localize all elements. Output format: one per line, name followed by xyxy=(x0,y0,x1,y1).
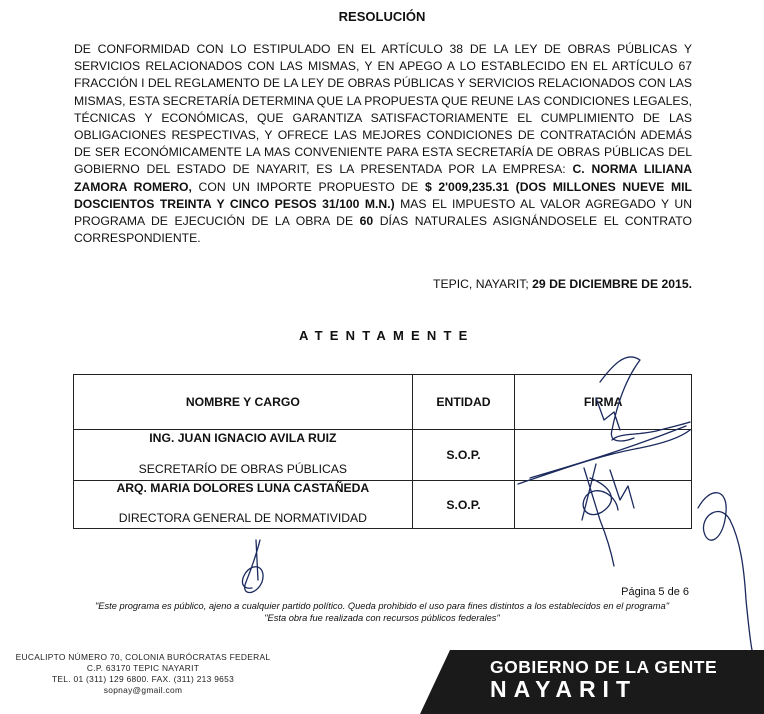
table-row xyxy=(74,481,692,529)
execution-days: 60 xyxy=(359,214,374,229)
initial-mark xyxy=(242,540,263,593)
address-line: EUCALIPTO NÚMERO 70, COLONIA BURÓCRATAS FEDERAL xyxy=(15,652,271,662)
proposal-amount: $ 2'009,235.31 (DOS MILLONES NUEVE MIL DOSCIENTOS TREINTA Y CINCO PESOS 31/100 M.N.) xyxy=(74,179,692,211)
company-name: C. NORMA LILIANA ZAMORA ROMERO, xyxy=(74,162,692,194)
signature-table xyxy=(73,374,692,529)
address-line: TEL. 01 (311) 129 6800. FAX. (311) 213 9653 xyxy=(51,674,235,684)
date-place: TEPIC, NAYARIT; xyxy=(433,277,533,291)
body-part4: DÍAS NATURALES ASIGNÁNDOSELE EL CONTRATO CORRESPONDIENTE. xyxy=(74,214,693,246)
page-number: Página 5 de 6 xyxy=(621,586,689,598)
signer-name: ARQ. MARIA DOLORES LUNA CASTAÑEDA xyxy=(116,480,370,495)
signer-entity: S.O.P. xyxy=(412,430,515,481)
address-line: C.P. 63170 TEPIC NAYARIT xyxy=(86,663,200,673)
disclaimer-line-1: "Este programa es público, ajeno a cualquier partido político. Queda prohibido el uso para fines distintos a los establecidos en el programa" xyxy=(94,601,670,611)
resolution-body xyxy=(74,41,692,247)
signer-position: DIRECTORA GENERAL DE NORMATIVIDAD xyxy=(118,510,367,525)
signature-cell xyxy=(515,430,692,481)
signer-cell xyxy=(74,430,413,481)
signer-name: ING. JUAN IGNACIO AVILA RUIZ xyxy=(149,430,337,445)
brand-line-1: GOBIERNO DE LA GENTE xyxy=(490,657,718,677)
signature-3 xyxy=(698,493,752,650)
disclaimer xyxy=(0,600,764,624)
date-value: 29 DE DICIEMBRE DE 2015. xyxy=(532,277,692,291)
brand-line-2: NAYARIT xyxy=(490,676,637,702)
header-entity: ENTIDAD xyxy=(412,375,515,430)
signer-position: SECRETARÍO DE OBRAS PÚBLICAS xyxy=(138,461,348,476)
header-signature: FIRMA xyxy=(515,375,692,430)
document-date xyxy=(433,277,692,291)
body-part2: CON UN IMPORTE PROPUESTO DE xyxy=(191,179,425,194)
disclaimer-line-2: "Esta obra fue realizada con recursos públicos federales" xyxy=(264,613,500,623)
header-name-position: NOMBRE Y CARGO xyxy=(74,375,413,430)
body-part1: DE CONFORMIDAD CON LO ESTIPULADO EN EL ARTÍCULO 38 DE LA LEY DE OBRAS PÚBLICAS Y SERVICIOS RELACIONADOS CON LAS MISMAS, Y EN APEGO A LO ESTABLECIDO EN EL ARTÍCULO 67 FRACCIÓN I DEL REGLAMENTO DE LA LEY DE OBRAS PÚBLICAS Y SERVICIOS RELACIONADOS CON LAS MISMAS, ESTA SECRETARÍA DETERMINA QUE LA PROPUESTA QUE REUNE LAS CONDICIONES LEGALES, TÉCNICAS Y ECONÓMICAS, QUE GARANTIZA SATISFACTORIAMENTE EL CUMPLIMIENTO DE LAS OBLIGACIONES RESPECTIVAS, Y OFRECE LAS MEJORES CONDICIONES DE CONTRATACIÓN ADEMÁS DE SER ECONÓMICAMENTE LA MAS CONVENIENTE PARA ESTA SECRETARÍA DE OBRAS PÚBLICAS DEL GOBIERNO DEL ESTADO DE NAYARIT, ES LA PRESENTADA POR LA EMPRESA: xyxy=(74,42,692,177)
footer-address xyxy=(0,652,286,696)
closing-text: ATENTAMENTE xyxy=(299,328,475,343)
address-line: sopnay@gmail.com xyxy=(103,685,183,695)
signer-cell xyxy=(74,481,413,529)
signature-cell xyxy=(515,481,692,529)
signer-entity: S.O.P. xyxy=(412,481,515,529)
signature-table-header xyxy=(74,375,692,430)
document-title: RESOLUCIÓN xyxy=(338,9,426,24)
body-part3: MAS EL IMPUESTO AL VALOR AGREGADO Y UN PROGRAMA DE EJECUCIÓN DE LA OBRA DE xyxy=(74,196,692,229)
table-row xyxy=(74,430,692,481)
